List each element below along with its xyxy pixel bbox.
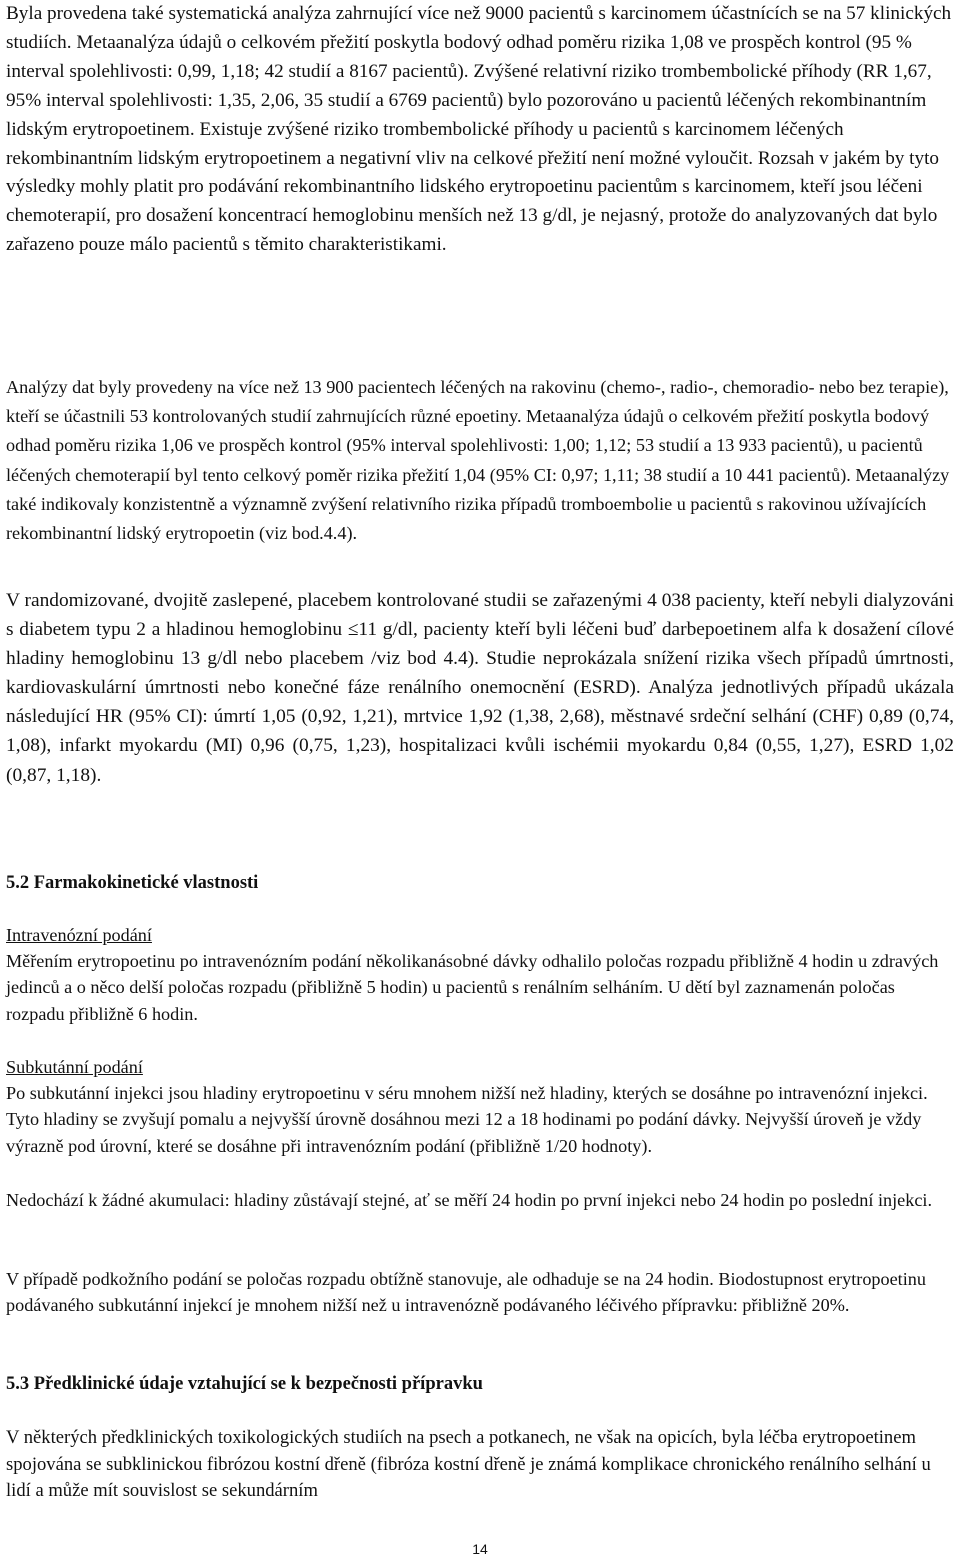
paragraph-preclinical: V některých předklinických toxikologických studiích na psech a potkanech, ne však na opicích, byla léčba erytropoetinem spojována se subklinickou fibrózou kostní dřeně (fibróza kostní dřeně je známá komplikace chronického renálního selhání u lidí a může mít souvislost se sekundárním — [6, 1427, 931, 1502]
paragraph-meta-analysis-13900: Analýzy dat byly provedeny na více než 13 900 pacientech léčených na rakovinu (chemo-, radio-, chemoradio- nebo bez terapie), kteří se účastnili 53 kontrolovaných studií zahrnujících různé epoetiny. Metaanalýza údajů o celkovém přežití poskytla bodový odhad poměru rizika 1,06 ve prospěch kontrol (95% interval spolehlivosti: 1,00; 1,12; 53 studií a 13 933 pacientů), u pacientů léčených chemoterapií byl tento celkový poměr rizika přežití 1,04 (95% CI: 0,97; 1,11; 38 studií a 10 441 pacientů). Metaanalýzy také indikovaly konzistentně a významně zvýšení relativního rizika případů tromboembolie u pacientů s rakovinou užívajících rekombinantní lidský erytropoetin (viz bod.4.4). — [6, 377, 950, 544]
section-heading-5-3: 5.3 Předklinické údaje vztahující se k bezpečnosti přípravku — [6, 1374, 483, 1394]
page-number: 14 — [472, 1541, 488, 1557]
paragraph-intravenous: Měřením erytropoetinu po intravenózním podání několikanásobné dávky odhalilo poločas rozpadu přibližně 4 hodin u zdravých jedinců a o něco delší poločas rozpadu (přibližně 5 hodin) u pacientů s renálním selháním. U dětí byl zaznamenán poločas rozpadu přibližně 6 hodin. — [6, 951, 939, 1024]
paragraph-subcutaneous-levels: Po subkutánní injekci jsou hladiny erytropoetinu v séru mnohem nižší než hladiny, kterých se dosáhne po intravenózní injekci. Tyto hladiny se zvyšují pomalu a nejvyšší úrovně dosáhnou mezi 12 a 18 hodinami po podání dávky. Nejvyšší úroveň je vždy výrazně pod úrovní, které se dosáhne při intravenózním podání (přibližně 1/20 hodnoty). — [6, 1083, 928, 1156]
paragraph-half-life-bioavailability: V případě podkožního podání se poločas rozpadu obtížně stanovuje, ale odhaduje se na 24 hodin. Biodostupnost erytropoetinu podávaného subkutánní injekcí je mnohem nižší než u intravenózně podávaného léčivého přípravku: přibližně 20%. — [6, 1269, 926, 1316]
paragraph-meta-analysis-9000: Byla provedena také systematická analýza zahrnující více než 9000 pacientů s karcinomem účastnících se na 57 klinických studiích. Metaanalýza údajů o celkovém přežití poskytla bodový odhad poměru rizika 1,08 ve prospěch kontrol (95 % interval spolehlivosti: 0,99, 1,18; 42 studií a 8167 pacientů). Zvýšené relativní riziko trombembolické příhody (RR 1,67, 95% interval spolehlivosti: 1,35, 2,06, 35 studií a 6769 pacientů) bylo pozorováno u pacientů léčených rekombinantním lidským erytropoetinem. Existuje zvýšené riziko trombembolické příhody u pacientů s karcinomem léčených rekombinantním lidským erytropoetinem a negativní vliv na celkové přežití není možné vyloučit. Rozsah v jakém by tyto výsledky mohly platit pro podávání rekombinantního lidského erytropoetinu pacientům s karcinomem, kteří jsou léčeni chemoterapií, pro dosažení koncentrací hemoglobinu menších než 13 g/dl, je nejasný, protože do analyzovaných dat bylo zařazeno pouze málo pacientů s těmito charakteristikami. — [6, 3, 952, 256]
paragraph-no-accumulation: Nedochází k žádné akumulaci: hladiny zůstávají stejné, ať se měří 24 hodin po první injekci nebo 24 hodin po poslední injekci. — [6, 1190, 932, 1210]
paragraph-darbepoetin-study: V randomizované, dvojitě zaslepené, placebem kontrolované studii se zařazenými 4 038 pacienty, kteří nebyli dialyzováni s diabetem typu 2 a hladinou hemoglobinu ≤11 g/dl, pacienty kteří byli léčeni buď darbepoetinem alfa k dosažení cílové hladiny hemoglobinu 13 g/dl nebo placebem /viz bod 4.4). Studie neprokázala snížení rizika všech případů úmrtnosti, kardiovaskulární úmrtnosti nebo konečné fáze renálního onemocnění (ESRD). Analýza jednotlivých případů ukázala následující HR (95% CI): úmrtí 1,05 (0,92, 1,21), mrtvice 1,92 (1,38, 2,68), městnavé srdeční selhání (CHF) 0,89 (0,74, 1,08), infarkt myokardu (MI) 0,96 (0,75, 1,23), hospitalizaci kvůli ischémii myokardu 0,84 (0,55, 1,27), ESRD 1,02 (0,87, 1,18). — [6, 590, 954, 786]
section-heading-5-2: 5.2 Farmakokinetické vlastnosti — [6, 873, 259, 893]
subheading-intravenous: Intravenózní podání — [6, 925, 152, 945]
subheading-subcutaneous: Subkutánní podání — [6, 1057, 143, 1077]
